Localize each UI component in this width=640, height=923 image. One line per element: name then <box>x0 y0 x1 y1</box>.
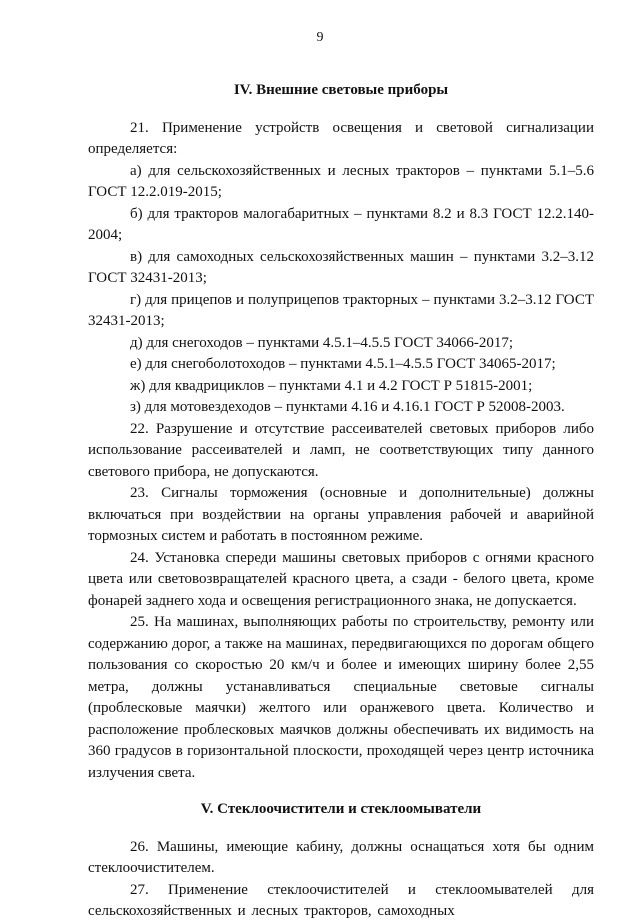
paragraph-27: 27. Применение стеклоочистителей и стеклоомывателей для сельскохозяйственных и лесных тракторов, самоходных <box>88 881 594 919</box>
list-item-d: д) для снегоходов – пунктами 4.5.1–4.5.5 ГОСТ 34066-2017; <box>130 334 514 351</box>
paragraph-21: 21. Применение устройств освещения и световой сигнализации определяется: <box>88 119 594 157</box>
page-number: 9 <box>316 30 324 45</box>
list-item-e: е) для снегоболотоходов – пунктами 4.5.1–4.5.5 ГОСТ 34065-2017; <box>130 356 556 372</box>
section-heading-iv: IV. Внешние световые приборы <box>233 82 449 98</box>
list-item-b: б) для тракторов малогабаритных – пунктами 8.2 и 8.3 ГОСТ 12.2.140-2004; <box>88 205 594 243</box>
paragraph-25: 25. На машинах, выполняющих работы по строительству, ремонту или содержанию дорог, а также на машинах, передвигающихся по дорогам общего пользования со скоростью 20 км/ч и более и имеющих ширину более 2,55 метра, должны устанавливаться специальные световые сигналы (проблесковые маячки) желтого или оранжевого цвета. Количество и расположение проблесковых маячков должны обеспечивать их видимость на 360 градусов в горизонтальной плоскости, проходящей через центр источника излучения света. <box>88 614 594 781</box>
paragraph-24: 24. Установка спереди машины световых приборов с огнями красного цвета или световозвращателей красного цвета, а сзади - белого цвета, кроме фонарей заднего хода и освещения регистрационного знака, не допускается. <box>88 549 594 609</box>
list-item-z: з) для мотовездеходов – пунктами 4.16 и 4.16.1 ГОСТ Р 52008-2003. <box>130 399 565 415</box>
paragraph-26: 26. Машины, имеющие кабину, должны оснащаться хотя бы одним стеклоочистителем. <box>88 838 594 876</box>
section-heading-v: V. Стеклоочистители и стеклоомыватели <box>200 801 482 817</box>
list-item-zh: ж) для квадрициклов – пунктами 4.1 и 4.2 ГОСТ Р 51815-2001; <box>130 377 533 394</box>
list-item-v: в) для самоходных сельскохозяйственных машин – пунктами 3.2–3.12 ГОСТ 32431-2013; <box>88 248 594 286</box>
document-body <box>88 80 594 923</box>
list-item-g: г) для прицепов и полуприцепов тракторных – пунктами 3.2–3.12 ГОСТ 32431-2013; <box>88 291 594 329</box>
paragraph-22: 22. Разрушение и отсутствие рассеивателей световых приборов либо использование рассеивателей и ламп, не соответствующих типу данного светового прибора, не допускаются. <box>88 420 594 480</box>
list-item-a: а) для сельскохозяйственных и лесных тракторов – пунктами 5.1–5.6 ГОСТ 12.2.019-2015; <box>88 162 594 200</box>
paragraph-23: 23. Сигналы торможения (основные и дополнительные) должны включаться при воздействии на органы управления рабочей и аварийной тормозных систем и работать в постоянном режиме. <box>88 485 594 544</box>
